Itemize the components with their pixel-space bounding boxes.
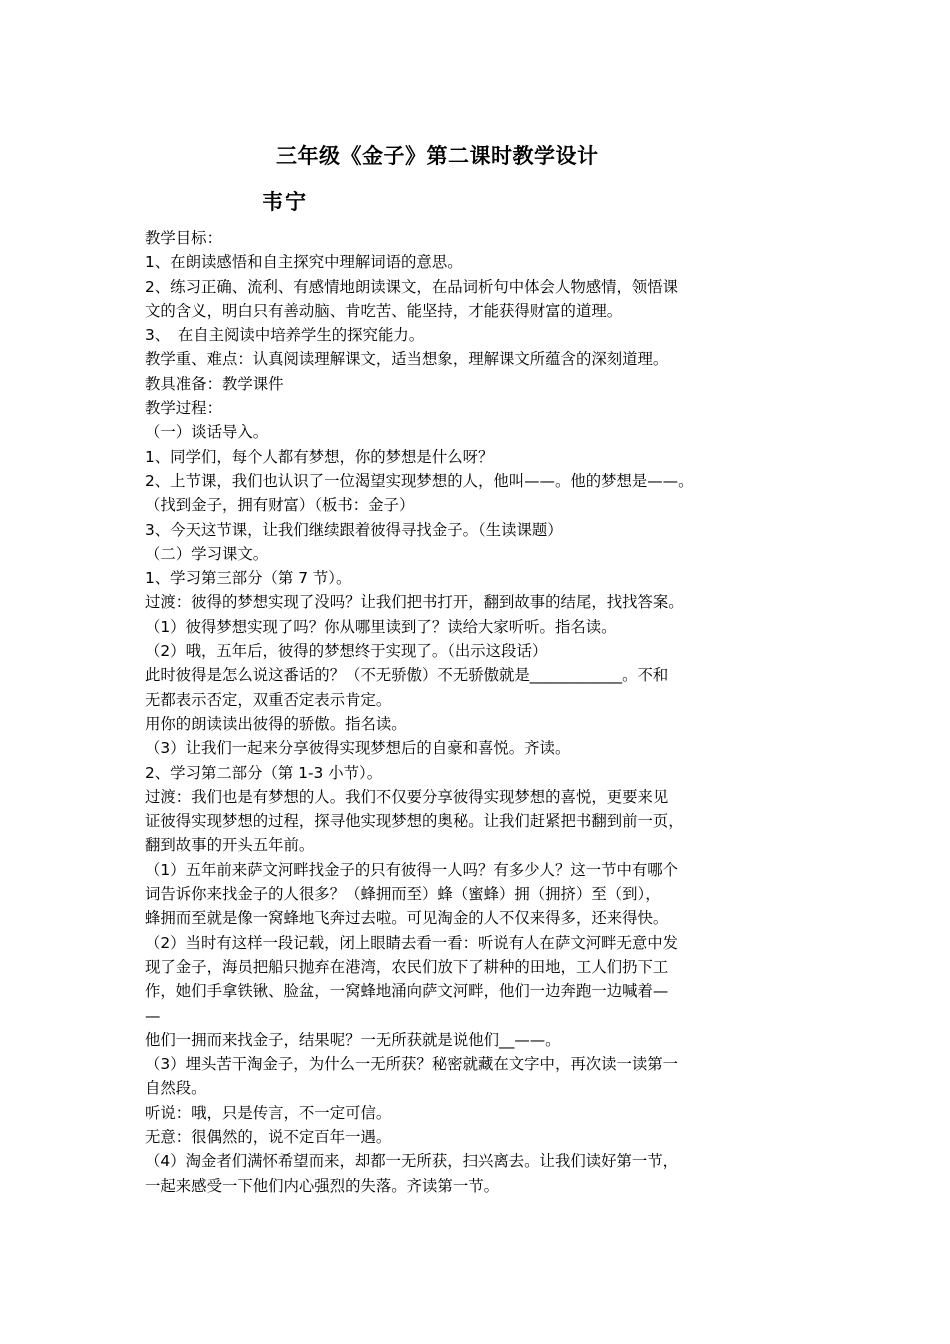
document-body — [145, 226, 825, 1198]
body-line: 3、今天这节课，让我们继续跟着彼得寻找金子。（生读课题） — [145, 520, 563, 539]
body-line: 教学重、难点：认真阅读理解课文，适当想象，理解课文所蕴含的深刻道理。 — [145, 350, 669, 369]
body-line: 无都表示否定，双重否定表示肯定。 — [145, 690, 392, 709]
body-line: 证彼得实现梦想的过程，探寻他实现梦想的奥秘。让我们赶紧把书翻到前一页， — [145, 812, 684, 831]
body-line: 用你的朗读读出彼得的骄傲。指名读。 — [145, 714, 407, 733]
body-line: 现了金子，海员把船只抛弃在港湾，农民们放下了耕种的田地，工人们扔下工 — [145, 957, 669, 976]
body-line: 1、学习第三部分（第 7 节）。 — [145, 569, 352, 588]
body-line: （3）埋头苦干淘金子，为什么一无所获？秘密就藏在文字中，再次读一读第一 — [145, 1055, 679, 1074]
body-line: （2）哦，五年后，彼得的梦想终于实现了。（出示这段话） — [145, 642, 548, 661]
body-line: 无意：很偶然的，说不定百年一遇。 — [145, 1127, 392, 1146]
body-line: 过渡：彼得的梦想实现了没吗？让我们把书打开，翻到故事的结尾，找找答案。 — [145, 593, 684, 612]
body-line: 听说：哦，只是传言，不一定可信。 — [145, 1103, 392, 1122]
body-line: 1、同学们，每个人都有梦想，你的梦想是什么呀？ — [145, 447, 494, 466]
body-line: （2）当时有这样一段记载，闭上眼睛去看一看：听说有人在萨文河畔无意中发 — [145, 933, 679, 952]
body-line: 蜂拥而至就是像一窝蜂地飞奔过去啦。可见淘金的人不仅来得多，还来得快。 — [145, 909, 669, 928]
body-line: 教学目标： — [145, 229, 222, 247]
body-line: （找到金子，拥有财富）（板书：金子） — [145, 496, 415, 515]
body-line: 3、 在自主阅读中培养学生的探究能力。 — [145, 326, 425, 345]
body-line: （1）五年前来萨文河畔找金子的只有彼得一人吗？有多少人？这一节中有哪个 — [145, 860, 679, 879]
body-line: 教具准备：教学课件 — [145, 374, 284, 393]
body-line: 一起来感受一下他们内心强烈的失落。齐读第一节。 — [145, 1176, 499, 1195]
body-line: （二）学习课文。 — [145, 544, 269, 563]
body-line: 自然段。 — [145, 1079, 207, 1098]
body-line: 他们一拥而来找金子，结果呢？一无所获就是说他们__——。 — [145, 1030, 561, 1049]
body-line: 翻到故事的开头五年前。 — [145, 836, 315, 855]
body-line: （1）彼得梦想实现了吗？你从哪里读到了？读给大家听听。指名读。 — [145, 617, 617, 636]
body-line: （一）谈话导入。 — [145, 423, 269, 442]
body-line: 2、练习正确、流利、有感情地朗读课文，在品词析句中体会人物感情，领悟课 — [145, 277, 679, 296]
body-line: （4）淘金者们满怀希望而来，却都一无所获，扫兴离去。让我们读好第一节， — [145, 1152, 679, 1171]
body-line: 2、上节课，我们也认识了一位渴望实现梦想的人，他叫——。他的梦想是——。 — [145, 471, 694, 490]
body-line: — — [145, 1006, 161, 1025]
body-line: 过渡：我们也是有梦想的人。我们不仅要分享彼得实现梦想的喜悦，更要来见 — [145, 787, 669, 806]
document-author: 韦宁 — [262, 190, 308, 214]
body-line: 此时彼得是怎么说这番话的？（不无骄傲）不无骄傲就是____________。不和 — [145, 666, 669, 685]
document-title: 三年级《金子》第二课时教学设计 — [276, 144, 599, 168]
body-line: 作，她们手拿铁锹、脸盆，一窝蜂地涌向萨文河畔，他们一边奔跑一边喊着— — [145, 982, 669, 1001]
body-line: 教学过程： — [145, 399, 222, 418]
body-line: （3）让我们一起来分享彼得实现梦想后的自豪和喜悦。齐读。 — [145, 739, 571, 758]
body-line: 1、在朗读感悟和自主探究中理解词语的意思。 — [145, 253, 463, 272]
body-line: 文的含义，明白只有善动脑、肯吃苦、能坚持，才能获得财富的道理。 — [145, 301, 623, 320]
body-line: 2、学习第二部分（第 1-3 小节）。 — [145, 763, 383, 782]
body-line: 词告诉你来找金子的人很多？（蜂拥而至）蜂（蜜蜂）拥（拥挤）至（到）， — [145, 885, 661, 904]
